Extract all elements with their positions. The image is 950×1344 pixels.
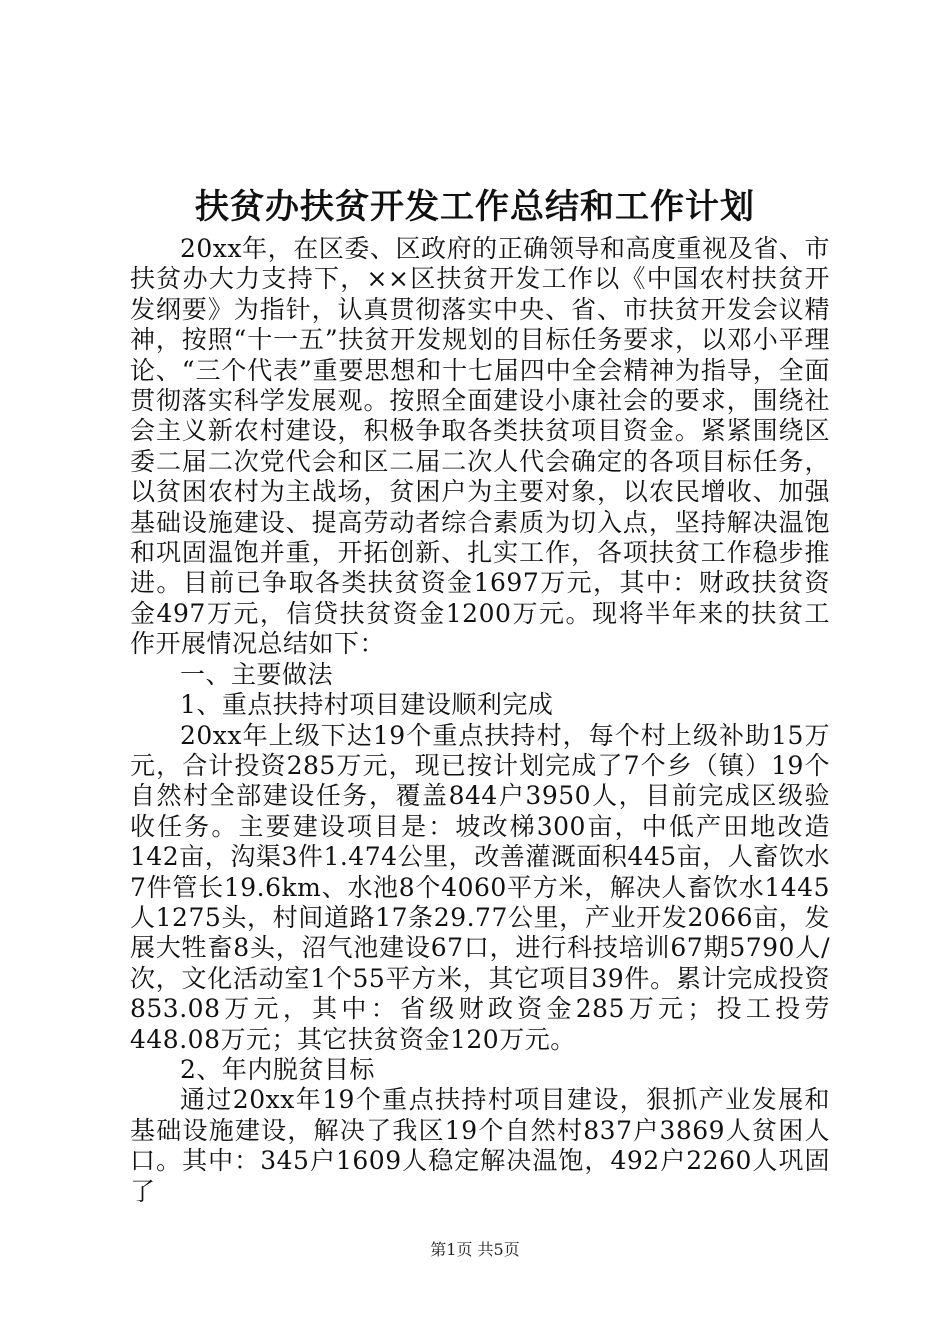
document-title: 扶贫办扶贫开发工作总结和工作计划 — [195, 187, 755, 227]
subsection-heading-poverty-goal: 2、年内脱贫目标 — [180, 1054, 375, 1084]
subsection-heading-key-villages: 1、重点扶持村项目建设顺利完成 — [180, 690, 554, 720]
page-footer: 第1页 共5页 — [430, 1240, 520, 1259]
section-heading-main-methods: 一、主要做法 — [180, 659, 334, 689]
intro-paragraph: 20xx年，在区委、区政府的正确领导和高度重视及省、市扶贫办大力支持下，××区扶贫开发工作以《中国农村扶贫开发纲要》为指针，认真贯彻落实中央、省、市扶贫开发会议精神，按照“十一五”扶贫开发规划的目标任务要求，以邓小平理论、“三个代表”重要思想和十七届四中全会精神为指导，全面贯彻落实科学发展观。按照全面建设小康社会的要求，围绕社会主义新农村建设，积极争取各类扶贫项目资金。紧紧围绕区委二届二次党代会和区二届二次人代会确定的各项目标任务，以贫困农村为主战场，贫困户为主要对象，以农民增收、加强基础设施建设、提高劳动者综合素质为切入点，坚持解决温饱和巩固温饱并重，开拓创新、扎实工作，各项扶贫工作稳步推进。目前已争取各类扶贫资金1697万元，其中：财政扶贫资金497万元，信贷扶贫资金1200万元。现将半年来的扶贫工作开展情况总结如下： — [130, 234, 830, 659]
key-villages-paragraph: 20xx年上级下达19个重点扶持村，每个村上级补助15万元，合计投资285万元，现已按计划完成了7个乡（镇）19个自然村全部建设任务，覆盖844户3950人，目前完成区级验收任务。主要建设项目是：坡改梯300亩，中低产田地改造142亩，沟渠3件1.474公里，改善灌溉面积445亩，人畜饮水7件管长19.6km、水池8个4060平方米，解决人畜饮水1445人1275头，村间道路17条29.77公里，产业开发2066亩，发展大牲畜8头，沼气池建设67口，进行科技培训67期5790人/次，文化活动室1个55平方米，其它项目39件。累计完成投资853.08万元，其中：省级财政资金285万元；投工投劳448.08万元；其它扶贫资金120万元。 — [130, 720, 830, 1054]
poverty-goal-paragraph: 通过20xx年19个重点扶持村项目建设，狠抓产业发展和基础设施建设，解决了我区19个自然村837户3869人贫困人口。其中：345户1609人稳定解决温饱，492户2260人巩固了 — [130, 1085, 830, 1206]
document-body — [130, 234, 830, 1207]
